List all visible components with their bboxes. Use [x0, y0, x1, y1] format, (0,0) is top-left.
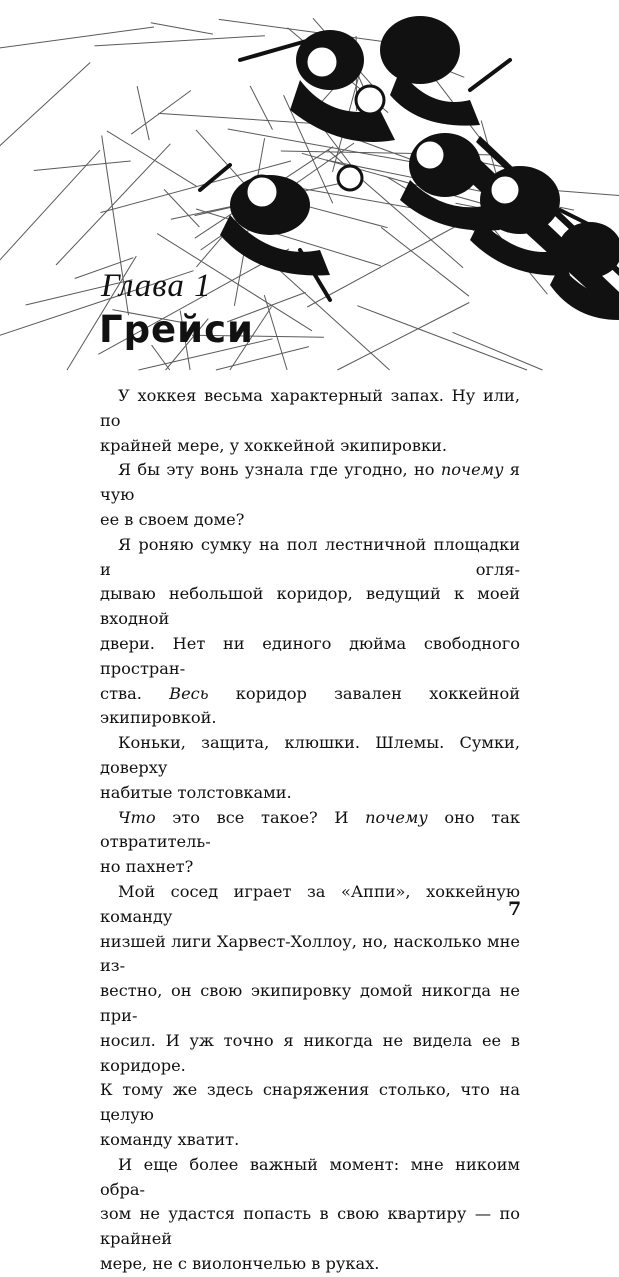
text-line	[100, 806, 520, 856]
text-run: ства.	[100, 683, 170, 703]
text-line: ее в своем доме?	[100, 509, 245, 529]
paragraph-4	[100, 731, 520, 805]
text-line: Мой сосед играет за «Аппи», хоккейную команду	[100, 881, 520, 926]
sketch-line	[151, 23, 213, 34]
chapter-label: Глава 1	[101, 268, 212, 304]
paragraph-5	[100, 806, 520, 880]
sketch-line	[337, 303, 469, 371]
sketch-line	[131, 91, 191, 135]
paragraph-1	[100, 384, 520, 458]
emphasis-text: Что	[118, 807, 156, 827]
text-run: оно так отвратитель-	[100, 807, 521, 852]
sketch-line	[196, 130, 245, 184]
text-line	[100, 682, 520, 732]
text-line: носил. И уж точно я никогда не видела ее в коридоре.	[100, 1030, 520, 1075]
hockey-player-1	[290, 30, 395, 142]
text-line: низшей лиги Харвест-Холлоу, но, насколько мне из-	[100, 931, 520, 976]
text-line: Коньки, защита, клюшки. Шлемы. Сумки, доверху	[100, 733, 520, 777]
sketch-line	[164, 189, 199, 227]
paragraph-6	[100, 880, 520, 1153]
sketch-line	[0, 150, 100, 262]
text-line: мере, не с виолончелью в руках.	[100, 1253, 380, 1273]
text-line	[100, 458, 520, 508]
text-run: я чую	[100, 460, 521, 505]
paragraph-3	[100, 533, 520, 731]
paragraph-2	[100, 458, 520, 532]
text-line: вестно, он свою экипировку домой никогда не при-	[100, 981, 520, 1025]
sketch-line	[107, 131, 196, 186]
emphasis-text: почему	[365, 807, 428, 827]
sketch-line	[95, 36, 265, 46]
hockey-players-illustration	[0, 0, 619, 380]
chapter-title: Грейси	[99, 308, 254, 351]
paragraph-7	[100, 1153, 520, 1277]
text-line: команду хватит.	[100, 1129, 240, 1149]
hockey-player-2	[380, 16, 480, 126]
page-number: 7	[508, 898, 522, 920]
text-line: крайней мере, у хоккейной экипировки.	[100, 435, 448, 455]
text-line: К тому же здесь снаряжения столько, что на целую	[100, 1080, 520, 1125]
sketch-line	[357, 306, 527, 370]
text-line: зом не удастся попасть в свою квартиру — по крайней	[100, 1204, 520, 1249]
text-line: дываю небольшой коридор, ведущий к моей входной	[100, 584, 520, 629]
text-run: Я бы эту вонь узнала где угодно, но	[118, 460, 441, 480]
emphasis-text: почему	[440, 460, 504, 480]
sketch-line	[453, 332, 543, 370]
text-line: набитые толстовками.	[100, 782, 292, 802]
text-line: У хоккея весьма характерный запах. Ну или, по	[100, 386, 520, 430]
sketch-line	[250, 86, 272, 130]
text-line: И еще более важный момент: мне никоим обра-	[100, 1154, 520, 1199]
sketch-line	[137, 86, 149, 140]
sketch-line	[0, 63, 90, 174]
body-text	[100, 384, 520, 1277]
text-line: Я роняю сумку на пол лестничной площадки и огля-	[100, 534, 520, 579]
text-line: двери. Нет ни единого дюйма свободного простран-	[100, 633, 520, 678]
text-run: это все такое? И	[155, 807, 366, 827]
text-run: коридор завален хоккейной экипировкой.	[100, 683, 521, 728]
text-line: но пахнет?	[100, 857, 194, 877]
sketch-line	[307, 221, 466, 308]
sketch-line	[56, 144, 170, 265]
emphasis-text: Весь	[169, 683, 209, 703]
